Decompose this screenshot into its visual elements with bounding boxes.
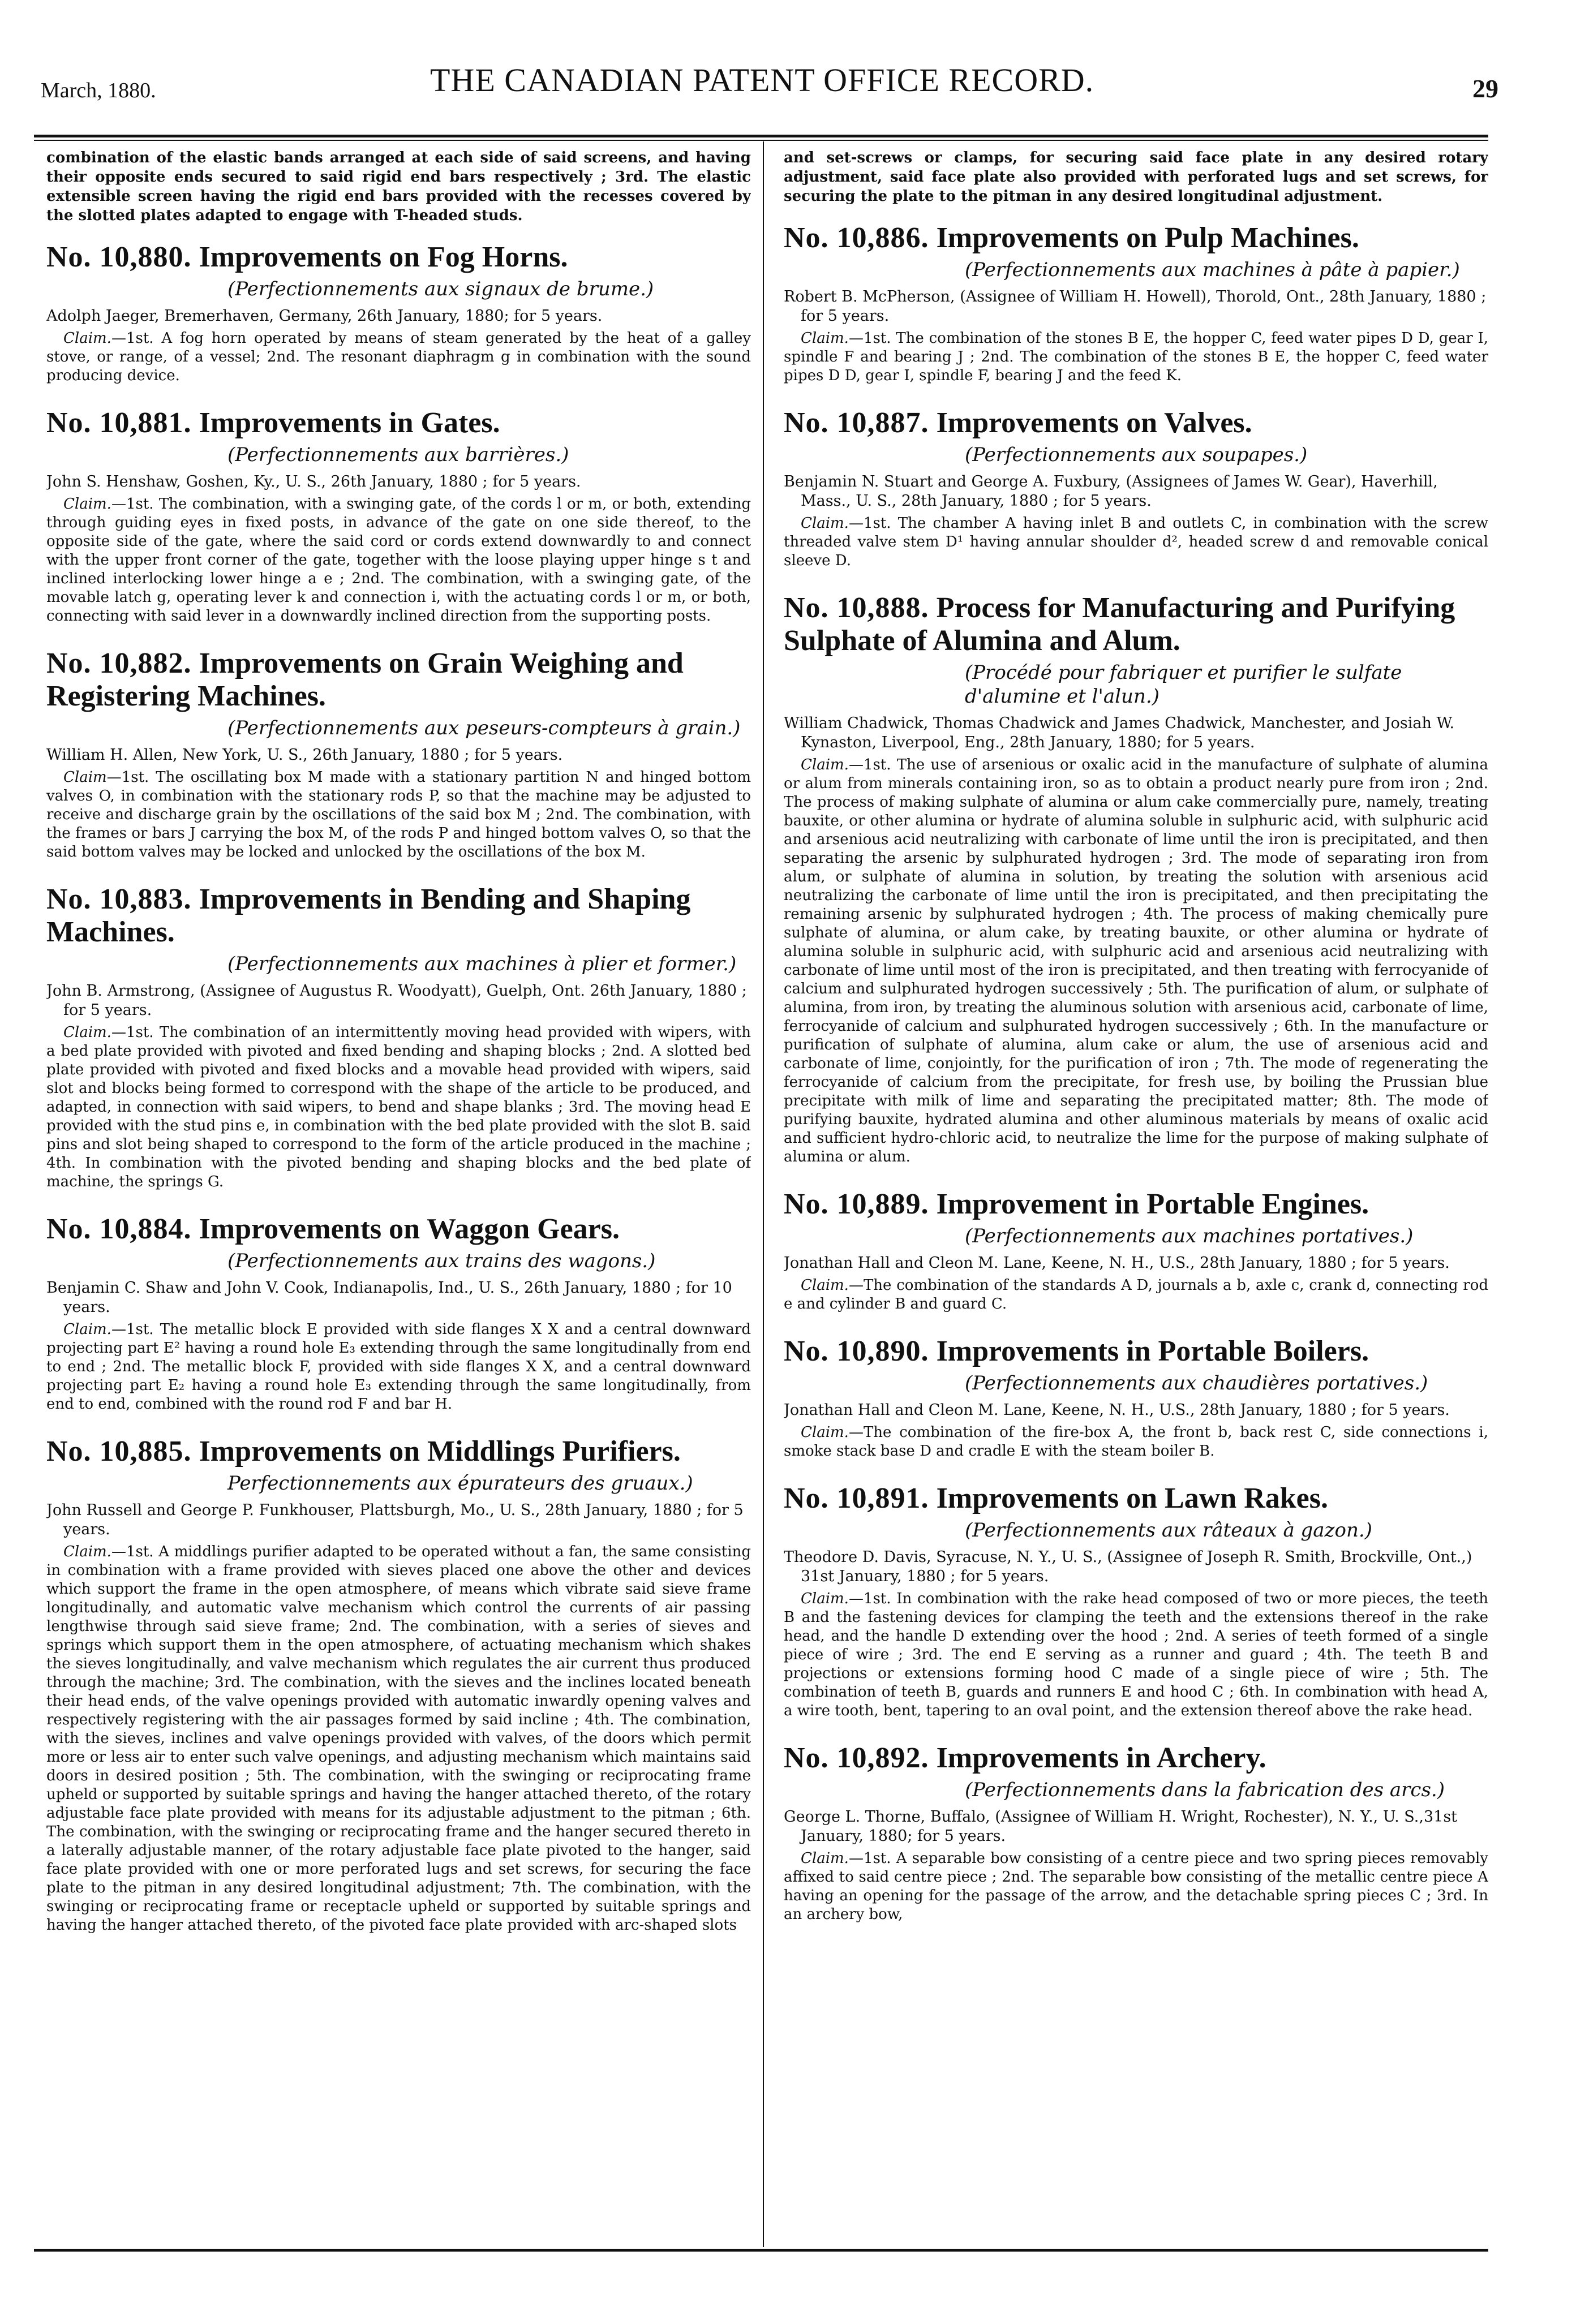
patent-entry	[784, 592, 1488, 1167]
claim-text	[784, 756, 1488, 1167]
patent-title: Improvements in Bending and Shaping Machines.	[46, 883, 691, 948]
claim-label: Claim.	[63, 496, 111, 513]
claim-label: Claim.	[801, 1850, 849, 1867]
patent-entry	[46, 1213, 751, 1414]
applicant-line: George L. Thorne, Buffalo, (Assignee of William H. Wright, Rochester), N. Y., U. S.,31st January, 1880; for 5 years.	[784, 1808, 1458, 1845]
claim-text	[784, 1590, 1488, 1720]
applicant-line: Jonathan Hall and Cleon M. Lane, Keene, N. H., U.S., 28th January, 1880 ; for 5 years.	[784, 1401, 1450, 1419]
applicant-line: Robert B. McPherson, (Assignee of William H. Howell), Thorold, Ont., 28th January, 1880 ; for 5 years.	[784, 288, 1487, 325]
patent-entry	[46, 883, 751, 1191]
claim-text	[46, 329, 751, 385]
claim-text	[46, 1023, 751, 1191]
patent-entry	[46, 647, 751, 862]
patent-heading	[46, 407, 751, 440]
applicant-line: John Russell and George P. Funkhouser, Plattsburgh, Mo., U. S., 28th January, 1880 ; for 5 years.	[46, 1501, 744, 1538]
patent-number: No. 10,881.	[46, 407, 192, 439]
patent-number: No. 10,880.	[46, 241, 192, 273]
patent-entry	[784, 222, 1488, 385]
claim-body: —1st. The metallic block E provided with side flanges X X and a central downward projecting part E² having a round hole E₃ extending through the same longitudinally from end to end ; 2nd. The metallic block F, provided with side flanges X X, and a central downward projecting part E₂ having a round hole E₃ extending through the same longitudinally, from end to end, combined with the round rod F and bar H.	[46, 1321, 751, 1413]
patent-heading	[46, 647, 751, 713]
patent-title: Improvement in Portable Engines.	[936, 1188, 1369, 1220]
claim-text	[784, 329, 1488, 385]
patent-heading	[46, 1213, 751, 1246]
claim-body: —1st. The use of arsenious or oxalic acid in the manufacture of sulphate of alumina or alum from minerals containing iron, so as to obtain a product nearly pure from iron ; 2nd. The process of making sulphate of alumina or alum cake commercially pure, namely, treating bauxite, or other alumina or hydrate of alumina soluble in sulphuric acid, with sulphuric acid and arsenious acid neutralizing with carbonate of lime until the iron is precipitated, and then separating the arsenic by sulphurated hydrogen ; 3rd. The mode of separating iron from alum, or sulphate of alumina in solution, by treating the solution with arsenious acid neutralizing the carbonate of lime until the iron is precipitated, and then precipitating the remaining arsenic by sulphurated hydrogen ; 4th. The process of making chemically pure sulphate of alumina, or alum cake, by treating bauxite, or other alumina or hydrate of alumina soluble in sulphuric acid, with sulphuric acid and arsenious acid neutralizing with carbonate of lime until most of the iron is precipitated, and then treating with ferrocyanide of calcium and sulphurated hydrogen successively ; 5th. The purification of alum, or sulphate of alumina, from iron, by treating the aluminous solution with arsenious acid, carbonate of lime, ferrocyanide of calcium and sulphurated hydrogen successively ; 6th. In the manufacture or purification of sulphate of alumina, alum cake or alum, the use of arsenious acid and carbonate of lime, conjointly, for the purification of iron ; 7th. The mode of regenerating the ferrocyanide of calcium from the precipitate, for fresh use, by boiling the Prussian blue precipitate with milk of lime and separating the precipitated matter; 8th. The mode of purifying bauxite, hydrated alumina and other aluminous materials by means of oxalic acid and sufficient hydro-chloric acid, to neutralize the lime for the purpose of making sulphate of alumina or alum.	[784, 756, 1488, 1165]
patent-number: No. 10,884.	[46, 1213, 192, 1245]
claim-body: —1st. The oscillating box M made with a stationary partition N and hinged bottom valves O, in combination with the stationary rods P, so that the machine may be adjusted to receive and discharge grain by the oscillations of the said box M ; 2nd. The combination, with the frames or bars J carrying the box M, of the rods P and hinged bottom valves O, so that the said bottom valves may be locked and unlocked by the oscillations of the box M.	[46, 769, 751, 860]
applicant-line: William H. Allen, New York, U. S., 26th January, 1880 ; for 5 years.	[46, 746, 563, 764]
patent-heading	[784, 1482, 1488, 1515]
patent-heading	[784, 407, 1488, 440]
applicant-line: Benjamin N. Stuart and George A. Fuxbury, (Assignees of James W. Gear), Haverhill, Mass., U. S., 28th January, 1880 ; for 5 years.	[784, 473, 1438, 510]
french-title: (Perfectionnements aux machines à pâte à papier.)	[965, 259, 1460, 281]
patent-title: Improvements on Middlings Purifiers.	[199, 1435, 681, 1467]
claim-label: Claim.	[63, 1321, 111, 1338]
patent-number: No. 10,888.	[784, 592, 929, 624]
claim-label: Claim.	[63, 330, 111, 347]
claim-label: Claim.	[801, 1424, 849, 1441]
claim-body: —1st. The combination, with a swinging gate, of the cords l or m, or both, extending through guiding eyes in fixed posts, in advance of the gate on one side thereof, to the opposite side of the gate, where the said cord or cords extend downwardly to and connect with the upper front corner of the gate, together with the loose playing upper hinge s t and inclined interlocking lower hinge a e ; 2nd. The combination, with a swinging gate, of the movable latch g, operating lever k and connection i, with the actuating cords l or m, or both, connecting with said lever in a downwardly inclined direction from the supporting posts.	[46, 496, 751, 625]
issue-date: March, 1880.	[41, 79, 156, 102]
patent-number: No. 10,882.	[46, 647, 192, 679]
claim-body: —The combination of the standards A D, journals a b, axle c, crank d, connecting rod e and cylinder B and guard C.	[784, 1277, 1488, 1312]
patent-heading	[784, 1335, 1488, 1368]
patent-number: No. 10,889.	[784, 1188, 929, 1220]
header-rule-thin	[34, 140, 1488, 141]
patent-title: Improvements on Lawn Rakes.	[936, 1482, 1328, 1514]
running-head	[0, 61, 1589, 106]
right-column	[784, 148, 1488, 2241]
claim-label: Claim.	[63, 1543, 111, 1560]
claim-body: —1st. A fog horn operated by means of steam generated by the heat of a galley stove, or range, of a vessel; 2nd. The resonant diaphragm g in combination with the sound producing device.	[46, 330, 751, 384]
patent-entry	[46, 241, 751, 385]
french-title: (Procédé pour fabriquer et purifier le sulfate d'alumine et l'alun.)	[965, 661, 1402, 708]
french-title: (Perfectionnements aux peseurs-compteurs à grain.)	[227, 717, 741, 739]
claim-text	[46, 1320, 751, 1414]
claim-text	[784, 1849, 1488, 1924]
patent-entry	[46, 407, 751, 626]
claim-text	[784, 1276, 1488, 1314]
french-title: (Perfectionnements aux machines portatives.)	[965, 1225, 1414, 1247]
french-title: (Perfectionnements aux barrières.)	[227, 444, 569, 466]
claim-body: —1st. The chamber A having inlet B and outlets C, in combination with the screw threaded valve stem D¹ having annular shoulder d², headed screw d and removable conical sleeve D.	[784, 515, 1488, 569]
column-divider	[763, 141, 764, 2247]
footer-rule	[34, 2249, 1488, 2252]
patent-entry	[784, 1188, 1488, 1314]
left-column	[46, 148, 751, 2241]
patent-title: Improvements in Gates.	[199, 407, 500, 439]
patent-entry	[784, 407, 1488, 570]
patent-number: No. 10,885.	[46, 1435, 192, 1467]
patent-title: Improvements on Waggon Gears.	[199, 1213, 620, 1245]
patent-heading	[46, 241, 751, 274]
page-number: 29	[1472, 74, 1498, 103]
patent-title: Improvements on Valves.	[936, 407, 1252, 439]
applicant-line: John B. Armstrong, (Assignee of Augustus R. Woodyatt), Guelph, Ont. 26th January, 1880 ; for 5 years.	[46, 982, 747, 1019]
right-continuation-text: and set-screws or clamps, for securing said face plate in any desired rotary adjustment, said face plate also provided with perforated lugs and set screws, for securing the plate to the pitman in any desired longitudinal adjustment.	[784, 149, 1488, 205]
claim-label: Claim.	[801, 756, 849, 773]
applicant-line: Theodore D. Davis, Syracuse, N. Y., U. S., (Assignee of Joseph R. Smith, Brockville, Ont.,) 31st January, 1880 ; for 5 years.	[784, 1548, 1472, 1585]
patent-number: No. 10,891.	[784, 1482, 929, 1514]
patent-heading	[46, 1435, 751, 1468]
claim-body: —1st. The combination of the stones B E, the hopper C, feed water pipes D D, gear I, spindle F and bearing J ; 2nd. The combination of the stones B E, the hopper C, feed water pipes D D, gear I, spindle F, bearing J and the feed K.	[784, 330, 1488, 384]
publication-title: THE CANADIAN PATENT OFFICE RECORD.	[430, 62, 1094, 98]
patent-title: Improvements on Fog Horns.	[199, 241, 568, 273]
french-title: Perfectionnements aux épurateurs des gruaux.)	[227, 1472, 693, 1495]
french-title: (Perfectionnements aux râteaux à gazon.)	[965, 1519, 1372, 1542]
claim-text	[46, 768, 751, 862]
patent-title: Improvements in Portable Boilers.	[936, 1335, 1369, 1367]
header-rule	[34, 135, 1488, 137]
patent-number: No. 10,892.	[784, 1742, 929, 1774]
left-continuation-text: combination of the elastic bands arranged at each side of said screens, and having their opposite ends secured to said rigid end bars respectively ; 3rd. The elastic extensible screen having the rigid end bars provided with the recesses covered by the slotted plates adapted to engage with T-headed studs.	[46, 149, 751, 224]
french-title: (Perfectionnements aux trains des wagons.)	[227, 1250, 656, 1272]
patent-title: Improvements on Pulp Machines.	[936, 222, 1359, 254]
patent-number: No. 10,887.	[784, 407, 929, 439]
claim-label: Claim.	[801, 1277, 849, 1294]
claim-body: —1st. A separable bow consisting of a centre piece and two spring pieces removably affixed to said centre piece ; 2nd. The separable bow consisting of the metallic centre piece A having an opening for the passage of the arrow, and the detachable spring pieces C ; 3rd. In an archery bow,	[784, 1850, 1488, 1923]
patent-entry	[46, 1435, 751, 1935]
claim-body: —The combination of the fire-box A, the front b, back rest C, side connections i, smoke stack base D and cradle E with the steam boiler B.	[784, 1424, 1488, 1460]
patent-entry	[784, 1482, 1488, 1720]
claim-label: Claim.	[63, 1024, 111, 1041]
applicant-line: Adolph Jaeger, Bremerhaven, Germany, 26th January, 1880; for 5 years.	[46, 307, 603, 325]
applicant-line: John S. Henshaw, Goshen, Ky., U. S., 26th January, 1880 ; for 5 years.	[46, 473, 581, 490]
claim-text	[784, 1423, 1488, 1461]
patent-number: No. 10,883.	[46, 883, 192, 915]
french-title: (Perfectionnements dans la fabrication des arcs.)	[965, 1779, 1445, 1801]
claim-body: —1st. A middlings purifier adapted to be operated without a fan, the same consisting in combination with a frame provided with sieves placed one above the other and devices which support the frame in the open atmosphere, of means which vibrate said sieve frame longitudinally, and automatic valve mechanism which control the currents of air passing lengthwise through said sieve frame; 2nd. The combination, with a series of sieves and springs which support them in the open atmosphere, of actuating mechanism which shakes the sieves longitudinally, and valve mechanism which regulates the air current thus produced through the machine; 3rd. The combination, with the sieves and the inclines located beneath their head ends, of the valve openings provided with automatic inwardly opening valves and respectively registering with the air passages formed by said incline ; 4th. The combination, with the sieves, inclines and valve openings provided with valves, of the doors which permit more or less air to enter such valve openings, and adjusting mechanism which maintains said doors in desired position ; 5th. The combination, with the swinging or reciprocating frame upheld or supported by suitable springs and having the hanger attached thereto, of the rotary adjustable face plate provided with means for its adjustable adjustment to the pitman ; 6th. The combination, with the swinging or reciprocating frame and the hanger secured thereto in a laterally adjustable manner, of the rotary adjustable face plate pivoted to the hanger, said face plate provided with one or more perforated lugs and set screws, for securing the face plate to the pitman in any desired longitudinal adjustment; 7th. The combination, with the swinging or reciprocating frame or receptacle upheld or supported by suitable springs and having the hanger attached thereto, of the pivoted face plate provided with arc-shaped slots	[46, 1543, 751, 1934]
patent-number: No. 10,890.	[784, 1335, 929, 1367]
claim-label: Claim.	[801, 1590, 849, 1607]
french-title: (Perfectionnements aux signaux de brume.)	[227, 278, 654, 300]
claim-text	[46, 1543, 751, 1935]
patent-heading	[46, 883, 751, 949]
applicant-line: William Chadwick, Thomas Chadwick and James Chadwick, Manchester, and Josiah W. Kynaston, Liverpool, Eng., 28th January, 1880; for 5 years.	[784, 715, 1455, 751]
french-title: (Perfectionnements aux chaudières portatives.)	[965, 1372, 1428, 1395]
applicant-line: Benjamin C. Shaw and John V. Cook, Indianapolis, Ind., U. S., 26th January, 1880 ; for 10 years.	[46, 1279, 732, 1316]
patent-entry	[784, 1742, 1488, 1924]
applicant-line: Jonathan Hall and Cleon M. Lane, Keene, N. H., U.S., 28th January, 1880 ; for 5 years.	[784, 1254, 1450, 1272]
claim-text	[784, 514, 1488, 570]
french-title: (Perfectionnements aux soupapes.)	[965, 444, 1308, 466]
patent-heading	[784, 592, 1488, 657]
claim-body: —1st. In combination with the rake head composed of two or more pieces, the teeth B and the fastening devices for clamping the teeth and the extensions thereof in the rake head, and the handle D extending over the hood ; 2nd. A series of teeth formed of a single piece of wire ; 3rd. The end E serving as a runner and guard ; 4th. The teeth B and projections or extensions forming hood C made of a single piece of wire ; 5th. The combination of teeth B, guards and runners E and hood C ; 6th. In combination with head A, a wire tooth, bent, tapering to an oval point, and the extension thereof above the rake head.	[784, 1590, 1488, 1719]
french-title: (Perfectionnements aux machines à plier et former.)	[227, 953, 737, 975]
patent-heading	[784, 222, 1488, 255]
claim-text	[46, 495, 751, 626]
patent-number: No. 10,886.	[784, 222, 929, 254]
claim-label: Claim.	[801, 330, 849, 347]
claim-label: Claim.	[801, 515, 849, 532]
patent-heading	[784, 1188, 1488, 1221]
patent-title: Improvements on Grain Weighing and Registering Machines.	[46, 647, 684, 712]
patent-entry	[784, 1335, 1488, 1461]
patent-heading	[784, 1742, 1488, 1775]
patent-title: Process for Manufacturing and Purifying Sulphate of Alumina and Alum.	[784, 592, 1455, 657]
patent-title: Improvements in Archery.	[936, 1742, 1266, 1774]
claim-label: Claim	[63, 769, 107, 786]
claim-body: —1st. The combination of an intermittently moving head provided with wipers, with a bed plate provided with pivoted and fixed bending and shaping blocks ; 2nd. A slotted bed plate provided with pivoted and fixed blocks and a movable head provided with wipers, said slot and blocks being formed to correspond with the shape of the article to be produced, and adapted, in connection with said wipers, to bend and shape blanks ; 3rd. The moving head E provided with the stud pins e, in combination with the bed plate provided with the slot B. said pins and slot being shaped to correspond to the form of the article produced in the machine ; 4th. In combination with the pivoted bending and shaping blocks and the bed plate of machine, the springs G.	[46, 1024, 751, 1190]
